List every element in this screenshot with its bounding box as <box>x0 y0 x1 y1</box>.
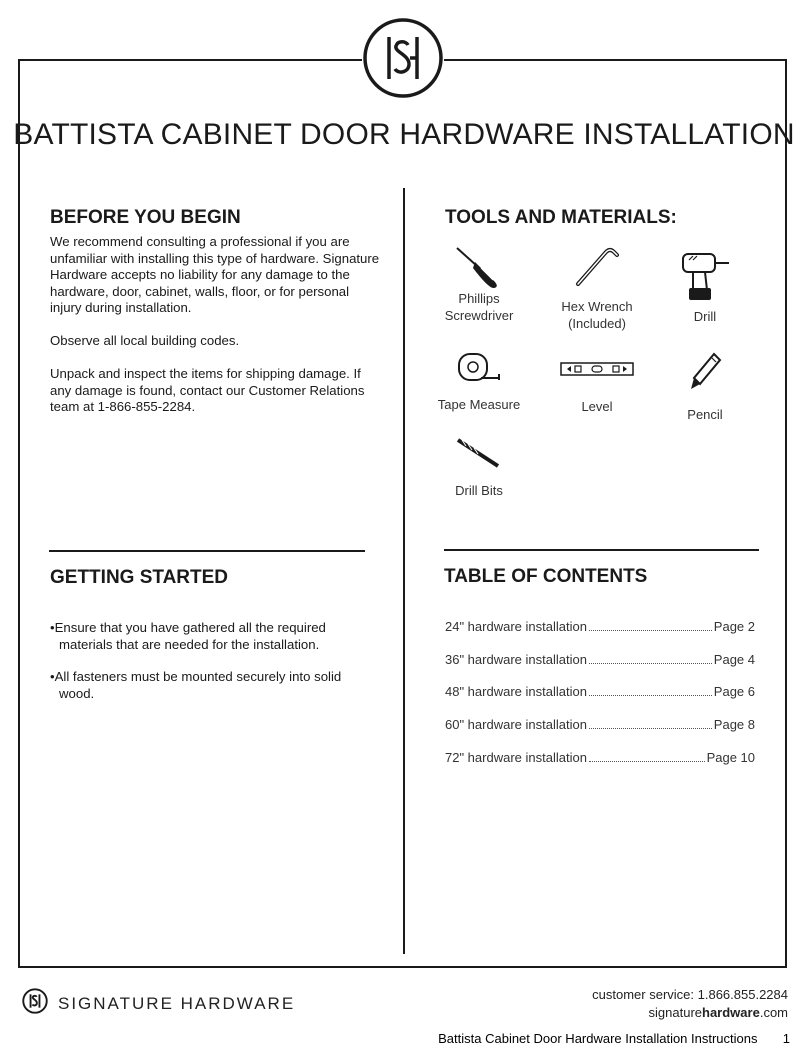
getting-started-bullet-2: •All fasteners must be mounted securely into solid wood. <box>50 669 342 701</box>
level-icon <box>559 360 635 378</box>
tool-label: Phillips Screwdriver <box>444 291 514 323</box>
footer-doc-line <box>438 1031 790 1046</box>
tools-heading: TOOLS AND MATERIALS: <box>445 207 677 228</box>
tool-phillips-screwdriver <box>430 244 528 324</box>
toc-row <box>445 750 755 765</box>
tape-measure-icon <box>453 350 505 384</box>
toc-page: Page 8 <box>713 717 755 732</box>
website-suffix: .com <box>759 1005 788 1020</box>
tool-label: Hex Wrench (Included) <box>561 299 633 331</box>
pencil-icon <box>688 352 722 392</box>
tool-label: Drill Bits <box>455 483 503 498</box>
tool-hex-wrench <box>549 244 645 332</box>
toc-entry: 24" hardware installation <box>445 619 587 634</box>
toc-row <box>445 652 755 667</box>
before-paragraph-2: Observe all local building codes. <box>50 333 240 348</box>
toc-entry: 36" hardware installation <box>445 652 587 667</box>
toc-leader <box>589 663 712 664</box>
before-paragraph-3: Unpack and inspect the items for shipping damage. If any damage is found, contact our Customer Relations team at 1-866-855-2284. <box>50 366 365 414</box>
signature-hardware-logo <box>362 17 444 99</box>
customer-service: customer service: 1.866.855.2284 <box>592 987 788 1002</box>
toc-divider <box>444 549 759 551</box>
screwdriver-icon <box>449 244 509 290</box>
drill-bits-icon <box>454 436 504 470</box>
drill-icon <box>679 250 731 304</box>
tool-label: Tape Measure <box>437 397 521 412</box>
toc-page: Page 2 <box>713 619 755 634</box>
toc-entry: 48" hardware installation <box>445 684 587 699</box>
toc-page: Page 4 <box>713 652 755 667</box>
tool-level <box>555 360 639 415</box>
tool-drill-bits <box>434 436 524 499</box>
toc-row <box>445 619 755 634</box>
document-title: Battista Cabinet Door Hardware Installation Instructions <box>438 1031 758 1046</box>
toc-entry: 60" hardware installation <box>445 717 587 732</box>
toc-row <box>445 684 755 699</box>
column-divider <box>403 188 405 954</box>
website-bold: hardware <box>702 1005 760 1020</box>
tool-label: Drill <box>693 309 717 324</box>
getting-started-bullet-1: •Ensure that you have gathered all the required materials that are needed for the installation. <box>50 620 326 652</box>
footer-brand: SIGNATURE HARDWARE <box>58 994 296 1013</box>
toc-leader <box>589 761 705 762</box>
tool-pencil <box>676 352 734 423</box>
toc-leader <box>589 695 712 696</box>
toc-page: Page 10 <box>706 750 755 765</box>
toc-page: Page 6 <box>713 684 755 699</box>
website-link[interactable] <box>592 1004 788 1022</box>
toc-heading: TABLE OF CONTENTS <box>444 566 648 587</box>
toc-leader <box>589 728 712 729</box>
page-number: 1 <box>782 1031 790 1046</box>
toc-entry: 72" hardware installation <box>445 750 587 765</box>
website-prefix: signature <box>648 1005 703 1020</box>
before-heading: BEFORE YOU BEGIN <box>50 207 241 228</box>
before-paragraph-1: We recommend consulting a professional if you are unfamiliar with installing this type of hardware. Signature Hardware accepts no liability for any damage to the hardware, door, cabinet, walls, floor, or for personal injury during installation. <box>50 234 380 315</box>
page-title: BATTISTA CABINET DOOR HARDWARE INSTALLATION <box>13 118 795 151</box>
footer-contact <box>592 986 788 1022</box>
tool-label: Pencil <box>687 407 723 422</box>
before-text <box>50 234 380 432</box>
getting-started-divider <box>49 550 365 552</box>
tool-label: Level <box>581 399 613 414</box>
tool-tape-measure <box>434 350 524 413</box>
footer-logo-icon <box>22 988 48 1014</box>
toc-leader <box>589 630 712 631</box>
tool-drill <box>668 250 742 325</box>
toc-row <box>445 717 755 732</box>
hex-wrench-icon <box>572 244 622 290</box>
getting-started-heading: GETTING STARTED <box>50 567 229 588</box>
